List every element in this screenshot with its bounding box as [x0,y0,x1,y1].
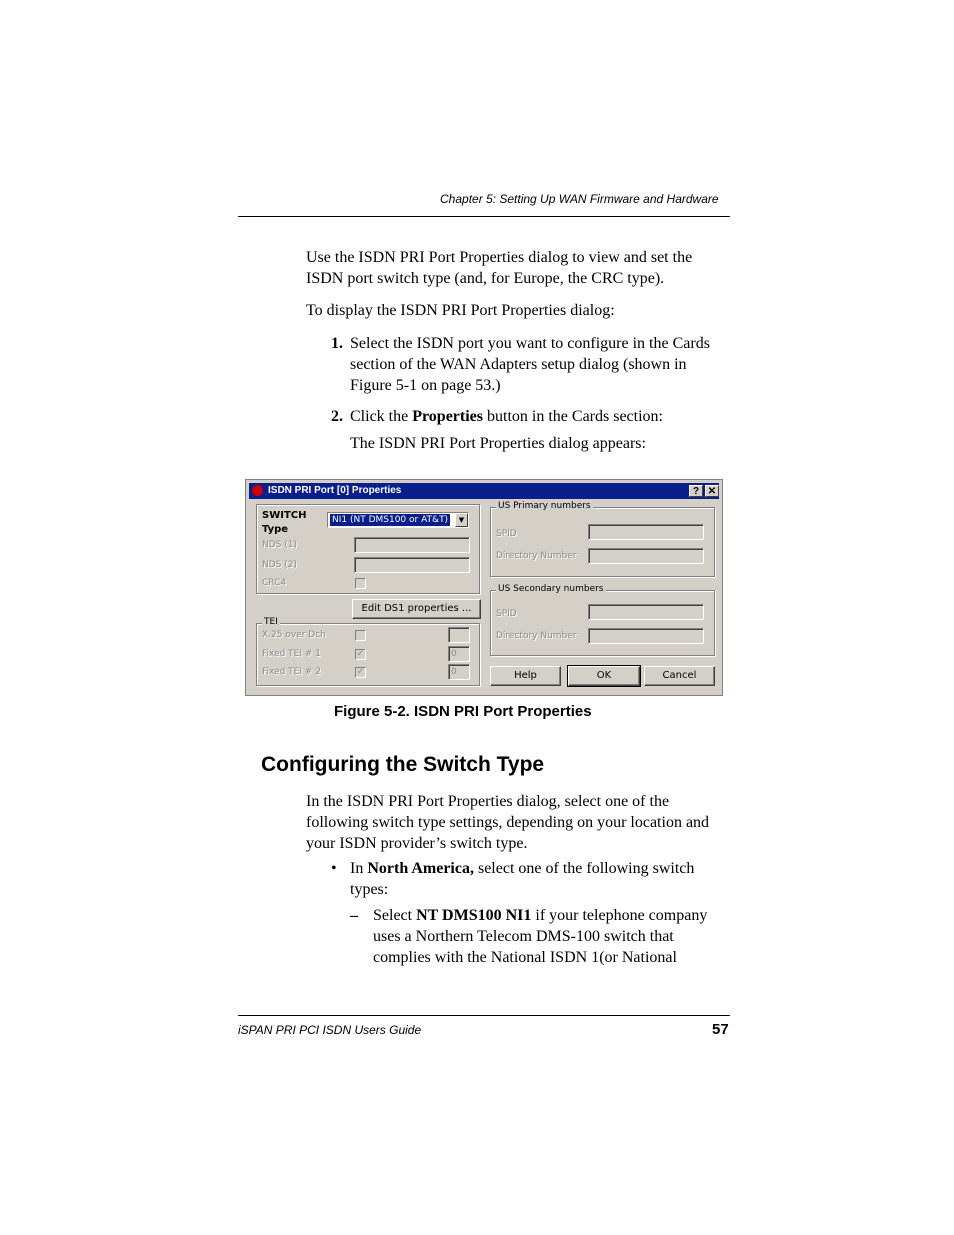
switch-type-label: Type [262,524,289,535]
spid-label: SPID [496,609,517,619]
directory-number-label: Directory Number [496,551,577,561]
help-icon[interactable]: ? [689,485,703,497]
dash-text: Select [373,907,417,924]
fixed-tei-2-field[interactable]: 0 [448,664,470,680]
crc4-checkbox[interactable] [355,578,366,589]
dash-item [373,905,707,968]
isdn-properties-dialog [245,479,723,696]
intro-paragraph-2: To display the ISDN PRI Port Properties dialog: [306,302,615,319]
dash-text: if your telephone company [531,907,708,924]
fixed-tei-1-field[interactable]: 0 [448,646,470,662]
switch-type-value: NI1 (NT DMS100 or AT&T) [332,515,449,525]
bullet-line [350,858,694,879]
us-secondary-group [490,590,715,656]
primary-directory-number-field[interactable] [588,548,704,564]
fixed-tei-1-checkbox[interactable]: ✓ [356,649,365,659]
step-text: Click the [350,408,413,425]
section-heading: Configuring the Switch Type [261,753,545,776]
body-line: In the ISDN PRI Port Properties dialog, select one of the [306,793,670,810]
footer-title: iSPAN PRI PCI ISDN Users Guide [238,1023,422,1037]
dash-icon: – [350,907,358,924]
step-line: Figure 5-1 on page 53.) [350,377,501,394]
primary-spid-field[interactable] [588,524,704,540]
step-2-result: The ISDN PRI Port Properties dialog appears: [350,435,646,452]
step-line: section of the WAN Adapters setup dialog (shown in [350,356,687,373]
bullet-text: select one of the following switch [473,860,695,877]
step-1-text [350,333,710,396]
switch-type-select[interactable] [327,512,469,528]
x25-field[interactable] [448,627,470,643]
dash-line [373,905,707,926]
step-bold: Properties [412,408,484,425]
app-icon [252,485,263,496]
bullet-icon: • [331,860,337,877]
nds2-field[interactable] [354,557,470,573]
intro-line: ISDN port switch type (and, for Europe, the CRC type). [306,270,665,287]
dash-bold: NT DMS100 NI1 [416,907,532,924]
nds1-field[interactable] [354,537,470,553]
edit-ds1-button[interactable]: Edit DS1 properties ... [352,599,481,619]
figure-caption: Figure 5-2. ISDN PRI Port Properties [334,703,592,720]
intro-line: Use the ISDN PRI Port Properties dialog to view and set the [306,249,693,266]
fixed-tei-2-label: Fixed TEI # 2 [262,667,322,677]
crc4-label: CRC4 [262,578,287,588]
directory-number-label: Directory Number [496,631,577,641]
page-number: 57 [712,1021,729,1038]
nds2-label: NDS (2) [262,560,297,570]
header-rule [238,216,730,217]
step-number: 2. [331,408,343,425]
x25-label: X.25 over Dch [262,630,326,640]
dash-line: complies with the National ISDN 1(or National [373,949,677,966]
tei-group-label: TEI [264,617,278,627]
secondary-directory-number-field[interactable] [588,628,704,644]
cancel-button[interactable]: Cancel [644,666,715,686]
fixed-tei-1-label: Fixed TEI # 1 [262,649,322,659]
fixed-tei-2-checkbox[interactable]: ✓ [356,667,365,677]
bullet-bold: North America, [367,860,474,877]
ok-button[interactable]: OK [568,666,640,686]
us-secondary-label: US Secondary numbers [498,584,604,594]
x25-checkbox[interactable] [355,630,366,641]
secondary-spid-field[interactable] [588,604,704,620]
bullet-text: In [350,860,368,877]
step-text: button in the Cards section: [483,408,663,425]
bullet-line: types: [350,881,389,898]
dash-line: uses a Northern Telecom DMS-100 switch that [373,928,674,945]
chapter-header: Chapter 5: Setting Up WAN Firmware and Hardware [440,192,719,206]
spid-label: SPID [496,529,517,539]
nds1-label: NDS (1) [262,540,297,550]
chevron-down-icon[interactable]: ▼ [455,513,468,527]
footer-rule [238,1015,730,1016]
dialog-title: ISDN PRI Port [0] Properties [268,485,402,496]
body-line: following switch type settings, depending on your location and [306,814,710,831]
us-primary-group [490,507,715,577]
help-button[interactable]: Help [490,666,561,686]
close-icon[interactable]: ✕ [705,485,719,497]
switch-label: SWITCH [262,510,307,521]
intro-paragraph [306,247,692,289]
body-paragraph [306,791,709,854]
body-line: your ISDN provider’s switch type. [306,835,528,852]
step-line: Select the ISDN port you want to configure in the Cards [350,335,710,352]
dialog-titlebar [249,483,719,499]
step-number: 1. [331,335,343,352]
step-2-text [350,406,663,427]
bullet-item [350,858,694,900]
us-primary-label: US Primary numbers [498,501,591,511]
